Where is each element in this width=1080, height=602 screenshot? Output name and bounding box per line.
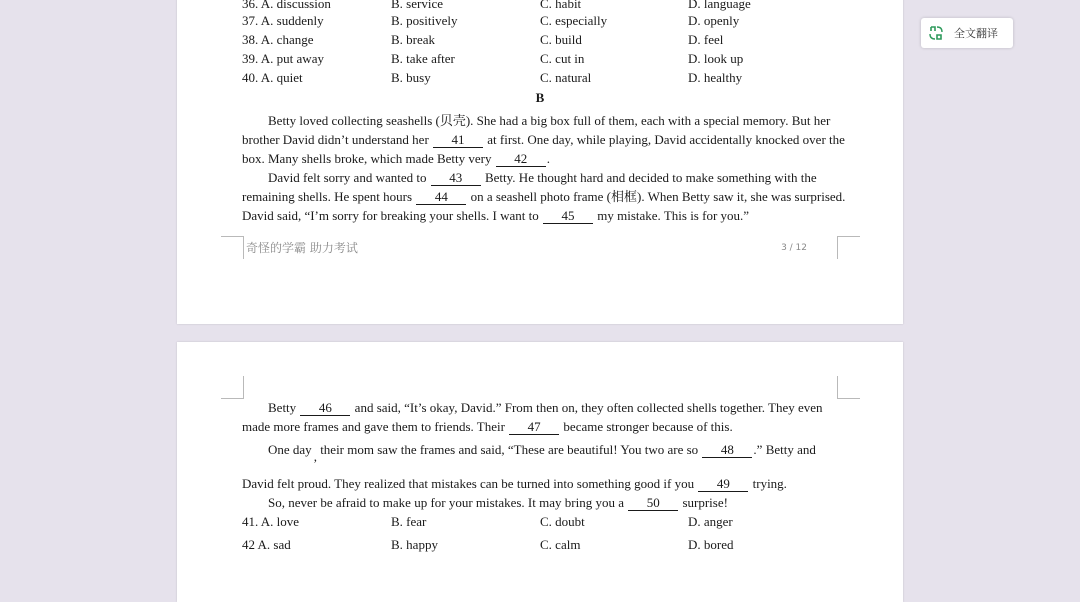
- option-39-b: B. take after: [391, 51, 455, 66]
- option-40-c: C. natural: [540, 70, 592, 85]
- document-page-3: [177, 0, 903, 324]
- option-40-b: B. busy: [391, 70, 431, 85]
- blank-42: 42: [496, 151, 546, 167]
- option-42-c: C. calm: [540, 537, 581, 552]
- option-37-c: C. especially: [540, 13, 608, 28]
- blank-48: 48: [702, 442, 752, 458]
- option-36-c: C. habit: [540, 0, 582, 11]
- option-42-b: B. happy: [391, 537, 438, 552]
- text: brother David didn’t understand her: [242, 132, 433, 147]
- text: and said, “It’s okay, David.” From then on, they often collected shells together. They even: [351, 400, 823, 415]
- option-40-a: 40. A. quiet: [242, 70, 303, 85]
- text: David said, “I’m sorry for breaking your shells. I want to: [242, 208, 543, 223]
- text: box. Many shells broke, which made Betty very: [242, 151, 495, 166]
- paragraph-line: [242, 474, 844, 493]
- option-37-b: B. positively: [391, 13, 458, 28]
- paragraph-line: [242, 149, 844, 168]
- text: at first. One day, while playing, David accidentally knocked over the: [484, 132, 845, 147]
- option-39-a: 39. A. put away: [242, 51, 324, 66]
- translate-button-label: 全文翻译: [954, 27, 998, 40]
- option-41-b: B. fear: [391, 514, 427, 529]
- paragraph-line: [242, 440, 844, 464]
- paragraph-line: [242, 206, 844, 225]
- option-38-a: 38. A. change: [242, 32, 314, 47]
- option-38-d: D. feel: [688, 32, 724, 47]
- page-corner-mark: [221, 376, 244, 399]
- text: Betty loved collecting seashells (贝壳). She had a big box full of them, each with a special memory. But her: [268, 113, 831, 128]
- page-corner-mark: [221, 236, 244, 259]
- paragraph-line: [242, 417, 844, 436]
- full-text-translate-button[interactable]: [921, 18, 1013, 48]
- option-36-a: 36. A. discussion: [242, 0, 331, 11]
- paragraph-line: [242, 111, 844, 130]
- page-number: 3 / 12: [781, 243, 807, 253]
- blank-41: 41: [433, 132, 483, 148]
- blank-44: 44: [416, 189, 466, 205]
- blank-45: 45: [543, 208, 593, 224]
- paragraph-line: [242, 493, 844, 512]
- comma-mark: ,: [313, 449, 317, 464]
- blank-46: 46: [300, 400, 350, 416]
- option-36-b: B. service: [391, 0, 443, 11]
- text: my mistake. This is for you.”: [594, 208, 750, 223]
- document-page-4: [177, 342, 903, 602]
- text: remaining shells. He spent hours: [242, 189, 416, 204]
- text: David felt sorry and wanted to: [268, 170, 430, 185]
- paragraph-line: [242, 398, 844, 417]
- text: became stronger because of this.: [560, 419, 733, 434]
- text: .” Betty and: [753, 442, 816, 457]
- option-40-d: D. healthy: [688, 70, 743, 85]
- option-37-a: 37. A. suddenly: [242, 13, 324, 28]
- option-36-d: D. language: [688, 0, 751, 11]
- option-38-c: C. build: [540, 32, 582, 47]
- text: Betty. He thought hard and decided to make something with the: [481, 170, 817, 185]
- text: .: [546, 151, 550, 166]
- option-41-a: 41. A. love: [242, 514, 300, 529]
- text: trying.: [749, 476, 787, 491]
- option-41-d: D. anger: [688, 514, 733, 529]
- option-39-d: D. look up: [688, 51, 744, 66]
- page-corner-mark: [837, 236, 860, 259]
- text: made more frames and gave them to friends. Their: [242, 419, 509, 434]
- paragraph-line: [242, 168, 844, 187]
- blank-50: 50: [628, 495, 678, 511]
- text: David felt proud. They realized that mistakes can be turned into something good if you: [242, 476, 698, 491]
- option-42-d: D. bored: [688, 537, 734, 552]
- blank-43: 43: [431, 170, 481, 186]
- paragraph-line: [242, 187, 844, 206]
- text: on a seashell photo frame (相框). When Betty saw it, she was surprised.: [467, 189, 846, 204]
- translate-icon: [928, 25, 944, 41]
- option-38-b: B. break: [391, 32, 436, 47]
- option-39-c: C. cut in: [540, 51, 585, 66]
- blank-49: 49: [698, 476, 748, 492]
- paragraph-line: [242, 130, 844, 149]
- section-heading: B: [535, 90, 545, 105]
- option-42-a: 42 A. sad: [242, 537, 291, 552]
- text: Betty: [268, 400, 300, 415]
- text: So, never be afraid to make up for your mistakes. It may bring you a: [268, 495, 628, 510]
- text: their mom saw the frames and said, “These are beautiful! You two are so: [316, 442, 702, 457]
- blank-47: 47: [509, 419, 559, 435]
- text: One day: [268, 442, 312, 457]
- text: surprise!: [679, 495, 728, 510]
- option-37-d: D. openly: [688, 13, 740, 28]
- page-corner-mark: [837, 376, 860, 399]
- page-footer-brand: 奇怪的学霸 助力考试: [246, 241, 358, 255]
- option-41-c: C. doubt: [540, 514, 585, 529]
